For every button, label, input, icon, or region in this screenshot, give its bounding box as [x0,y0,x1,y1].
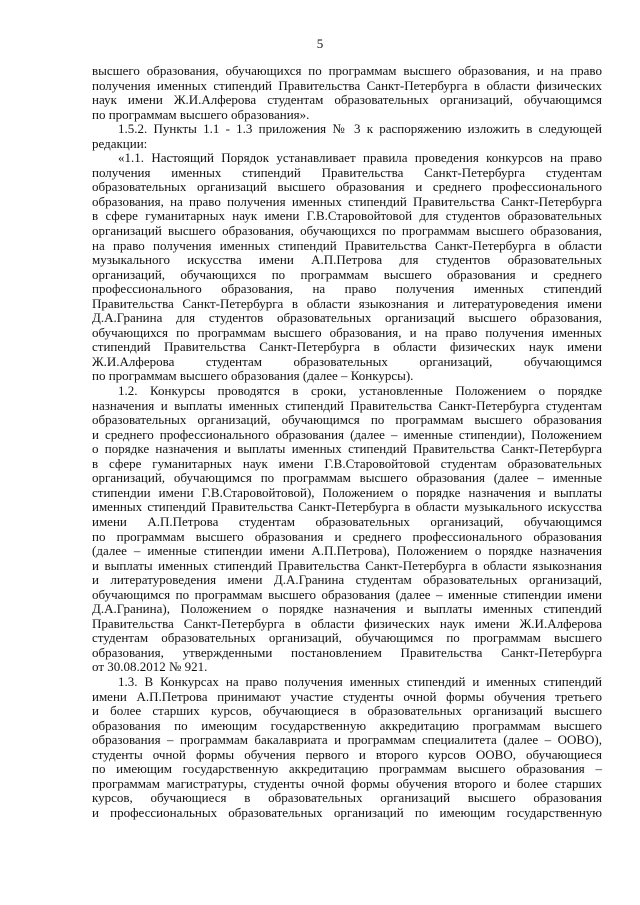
text-line: именных стипендий Правительства Санкт-Петербурга в области музыкального искусства [92,499,602,515]
text-line: организаций, обучающимся по программам высшего образования (далее – именные [92,470,602,486]
text-line: редакции: [92,135,148,151]
text-line: по программам высшего образования (далее – Конкурсы). [92,368,414,384]
text-line: назначения и выплаты именных стипендий Правительства Санкт-Петербурга студентам [92,397,602,413]
text-line: Ж.И.Алферова студентам образовательных организаций, обучающимся [92,353,602,369]
text-line: получения именных стипендий Правительства Санкт-Петербурга студентам [92,164,602,180]
text-line: и профессиональных образовательных организаций по имеющим государственную [92,804,602,820]
text-line: стипендии имени Г.В.Старовойтовой), Положением о порядке назначения и выплаты [92,484,602,500]
paragraph-p152 [92,122,602,151]
text-line: обучающимся по программам высшего образования (далее – именные стипендии имени [92,586,602,602]
text-line: и литературоведения имени Д.А.Гранина студентам образовательных организаций, [92,572,602,588]
text-line: наук имени Ж.И.Алферова студентам образовательных организаций, обучающимся [92,92,602,108]
text-line: 1.2. Конкурсы проводятся в сроки, установленные Положением о порядке [118,383,602,399]
paragraph-p12 [92,384,602,675]
text-line: «1.1. Настоящий Порядок устанавливает правила проведения конкурсов на право [118,150,602,166]
text-line: образования, утвержденными постановлением Правительства Санкт-Петербурга [92,644,602,660]
text-line: образования – программам бакалавриата и программам специалитета (далее – ООВО), [92,732,602,748]
text-line: студентам образовательных организаций, обучающимся по программам высшего [92,630,602,646]
text-line: и выплаты именных стипендий Правительства Санкт-Петербурга в области языкознания [92,557,602,573]
text-line: программам магистратуры, студенты очной формы обучения второго и более старших [92,775,602,791]
text-line: 1.5.2. Пункты 1.1 - 1.3 приложения № 3 к распоряжению изложить в следующей [118,121,602,137]
text-line: стипендий Правительства Санкт-Петербурга в области физических наук имени [92,339,602,355]
text-line: и среднего профессионального образования (далее – именные стипендии), Положением [92,426,602,442]
page-number: 5 [316,36,324,51]
text-line: по программам высшего образования и среднего профессионального образования [92,528,602,544]
text-line: по имеющим государственную аккредитацию программам высшего образования – [92,761,602,777]
text-line: имени А.П.Петрова принимают участие студенты очной формы обучения третьего [92,688,602,704]
text-line: курсов, обучающиеся в образовательных организаций высшего образования [92,790,602,806]
text-line: от 30.08.2012 № 921. [92,659,208,675]
text-line: имени А.П.Петрова студентам образовательных организаций, обучающимся [92,513,602,529]
text-line: и более старших курсов, обучающиеся в образовательных организаций высшего [92,703,602,719]
text-line: музыкального искусства имени А.П.Петрова для студентов образовательных [92,252,602,268]
text-line: образовательных организаций, обучающимся по программам высшего образования [92,412,602,428]
text-line: организаций, обучающихся по программам высшего образования и среднего [92,266,602,282]
text-line: профессионального образования, на право получения именных стипендий [92,281,602,297]
text-line: Д.А.Гранина), Положением о порядке назначения и выплаты именных стипендий [92,601,602,617]
text-line: Правительства Санкт-Петербурга в области физических наук имени Ж.И.Алферова [92,615,602,631]
text-line: Правительства Санкт-Петербурга в области языкознания и литературоведения имени [92,295,602,311]
text-line: (далее – именные стипендии имени А.П.Петрова), Положением о порядке назначения [92,543,602,559]
text-line: студенты очной формы обучения первого и второго курсов ООВО, обучающиеся [92,746,602,762]
text-line: по программам высшего образования». [92,106,310,122]
document-body [92,64,602,820]
text-line: о порядке назначения и выплаты именных стипендий Правительства Санкт-Петербурга [92,441,602,457]
text-line: на право получения именных стипендий Правительства Санкт-Петербурга в области [92,237,602,253]
text-line: образования, на право получения именных стипендий Правительства Санкт-Петербурга [92,193,602,209]
text-line: в сфере гуманитарных наук имени Г.В.Старовойтовой для студентов образовательных [92,208,602,224]
text-line: в сфере гуманитарных наук имени Г.В.Старовойтовой студентам образовательных [92,455,602,471]
text-line: образовательных организаций высшего образования и среднего профессионального [92,179,602,195]
paragraph-p11 [92,151,602,384]
text-line: организаций высшего образования, обучающихся по программам высшего образования, [92,223,602,239]
paragraph-p13 [92,675,602,820]
text-line: получения именных стипендий Правительства Санкт-Петербурга в области физических [92,77,602,93]
text-line: Д.А.Гранина для студентов образовательных организаций высшего образования, [92,310,602,326]
text-line: образования по имеющим государственную аккредитацию программам высшего [92,717,602,733]
text-line: обучающихся по программам высшего образования, и на право получения именных [92,324,602,340]
paragraph-intro [92,64,602,122]
text-line: высшего образования, обучающихся по программам высшего образования, и на право [92,63,602,78]
text-line: 1.3. В Конкурсах на право получения именных стипендий и именных стипендий [118,673,602,689]
